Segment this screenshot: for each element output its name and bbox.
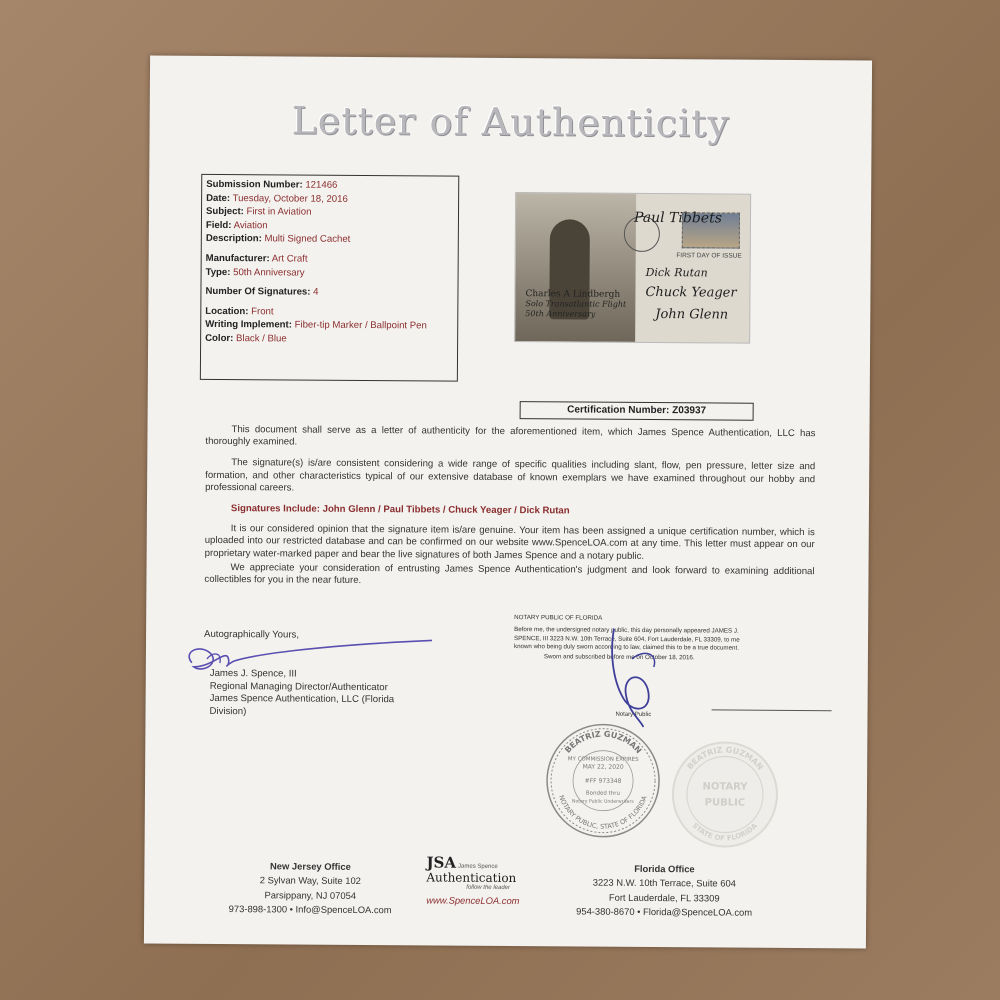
- detail-description: Description: Multi Signed Cachet: [205, 233, 351, 246]
- notary-statement: Before me, the undersigned notary public, this day personally appeared JAMES J. SPENCE, III 3223 N.W. 10th Terrace, Suite 604, Fort Lauderdale, FL 33309, to me known who being duly sworn according to law, claimed this to be a true document.: [513, 626, 740, 652]
- seal-name: BEATRIZ GUZMAN: [563, 729, 644, 756]
- signer-division: Division): [209, 705, 247, 717]
- seal-commission: MY COMMISSION EXPIRES: [567, 756, 639, 763]
- detail-signature-count: Number Of Signatures: 4: [205, 286, 319, 298]
- paragraph-opinion: It is our considered opinion that the signature item is/are genuine. Your item has been assigned a unique certification number, which is uploaded into our restricted database and can be confirmed on our website www.SpenceLOA.com at any time. This letter must appear on our proprietary water-marked paper and bear the live signatures of both James Spence and a notary public.: [204, 523, 815, 562]
- autograph-rutan: Dick Rutan: [645, 265, 708, 280]
- autograph-yeager: Chuck Yeager: [645, 284, 737, 301]
- signatures-include: Signatures Include: John Glenn / Paul Tibbets / Chuck Yeager / Dick Rutan: [230, 503, 570, 517]
- notary-sworn: Sworn and subscribed before me on October 18, 2016.: [543, 652, 695, 661]
- paragraph-intro: This document shall serve as a letter of authenticity for the aforementioned item, which James Spence Authentication, LLC has thoroughly examined.: [205, 424, 816, 448]
- signer-title: Regional Managing Director/Authenticator: [209, 680, 388, 693]
- paragraph-analysis: The signature(s) is/are consistent considering a wide range of specific qualities including slant, flow, pen pressure, letter size and formation, and other characteristics typical of our extensive database of known exemplars we have examined throughout our hobby and professional careers.: [205, 457, 816, 494]
- signer-block: [209, 668, 394, 719]
- emboss-top: BEATRIZ GUZMAN: [685, 745, 765, 772]
- detail-field: Field: Aviation: [205, 219, 268, 232]
- jsa-logo: JSA James Spence Authentication follow the leader www.SpenceLOA.com: [426, 853, 546, 906]
- signer-name: James J. Spence, III: [209, 667, 297, 680]
- footer-fl-office: Florida Office 3223 N.W. 10th Terrace, Suite 604 Fort Lauderdale, FL 33309 954-380-8670 • Florida@SpenceLOA.com: [576, 862, 753, 918]
- emboss-public: PUBLIC: [704, 797, 746, 809]
- detail-location: Location: Front: [205, 305, 274, 318]
- detail-writing-implement: Writing Implement: Fiber-tip Marker / Ballpoint Pen: [205, 319, 427, 332]
- item-details-box: [200, 174, 459, 382]
- seal-underwriters: Notary Public Underwriters: [572, 799, 634, 805]
- detail-type: Type: 50th Anniversary: [205, 266, 305, 279]
- document-title: Letter of Authenticity: [291, 98, 730, 146]
- emboss-notary: NOTARY: [702, 781, 748, 793]
- first-day-label: FIRST DAY OF ISSUE: [676, 252, 742, 260]
- seal-number: #FF 973348: [584, 777, 622, 785]
- letter-paper: [144, 55, 872, 948]
- cachet-autographs: [515, 193, 750, 343]
- detail-manufacturer: Manufacturer: Art Craft: [205, 252, 308, 265]
- autograph-tibbets: Paul Tibbets: [633, 209, 722, 227]
- detail-color: Color: Black / Blue: [205, 332, 287, 345]
- closing-text: Autographically Yours,: [204, 628, 300, 641]
- certification-number-box: Certification Number: Z03937: [520, 401, 754, 421]
- paragraph-closing: We appreciate your consideration of entrusting James Spence Authentication's judgment and look forward to examining additional collectibles for you in the near future.: [204, 561, 815, 587]
- notary-heading: NOTARY PUBLIC OF FLORIDA: [514, 614, 603, 622]
- footer-nj-office: New Jersey Office 2 Sylvan Way, Suite 102 Parsippany, NJ 07054 973-898-1300 • Info@SpenceLOA.com: [228, 860, 392, 916]
- letter-body: [204, 424, 815, 599]
- seal-state: NOTARY PUBLIC, STATE OF FLORIDA: [557, 794, 649, 831]
- emboss-bottom: STATE OF FLORIDA: [690, 821, 759, 843]
- notary-public-label: Notary Public: [615, 711, 652, 719]
- notary-stamp: [543, 720, 664, 841]
- signer-company: James Spence Authentication, LLC (Florida: [209, 692, 395, 706]
- notary-signature-line: [712, 709, 832, 711]
- embossed-seal: [670, 739, 781, 850]
- cachet-caption: Charles A Lindbergh Solo Transatlantic Flight 50th Anniversary: [525, 289, 627, 319]
- detail-date: Date: Tuesday, October 18, 2016: [206, 192, 348, 205]
- autograph-glenn: John Glenn: [655, 307, 729, 323]
- website-link[interactable]: www.SpenceLOA.com: [426, 894, 520, 907]
- detail-submission: Submission Number: 121466: [206, 178, 338, 191]
- detail-subject: Subject: First in Aviation: [205, 206, 312, 218]
- item-photo-cachet: [514, 192, 751, 344]
- seal-date: MAY 22, 2020: [582, 763, 624, 771]
- seal-bonded: Bonded thru: [585, 790, 621, 797]
